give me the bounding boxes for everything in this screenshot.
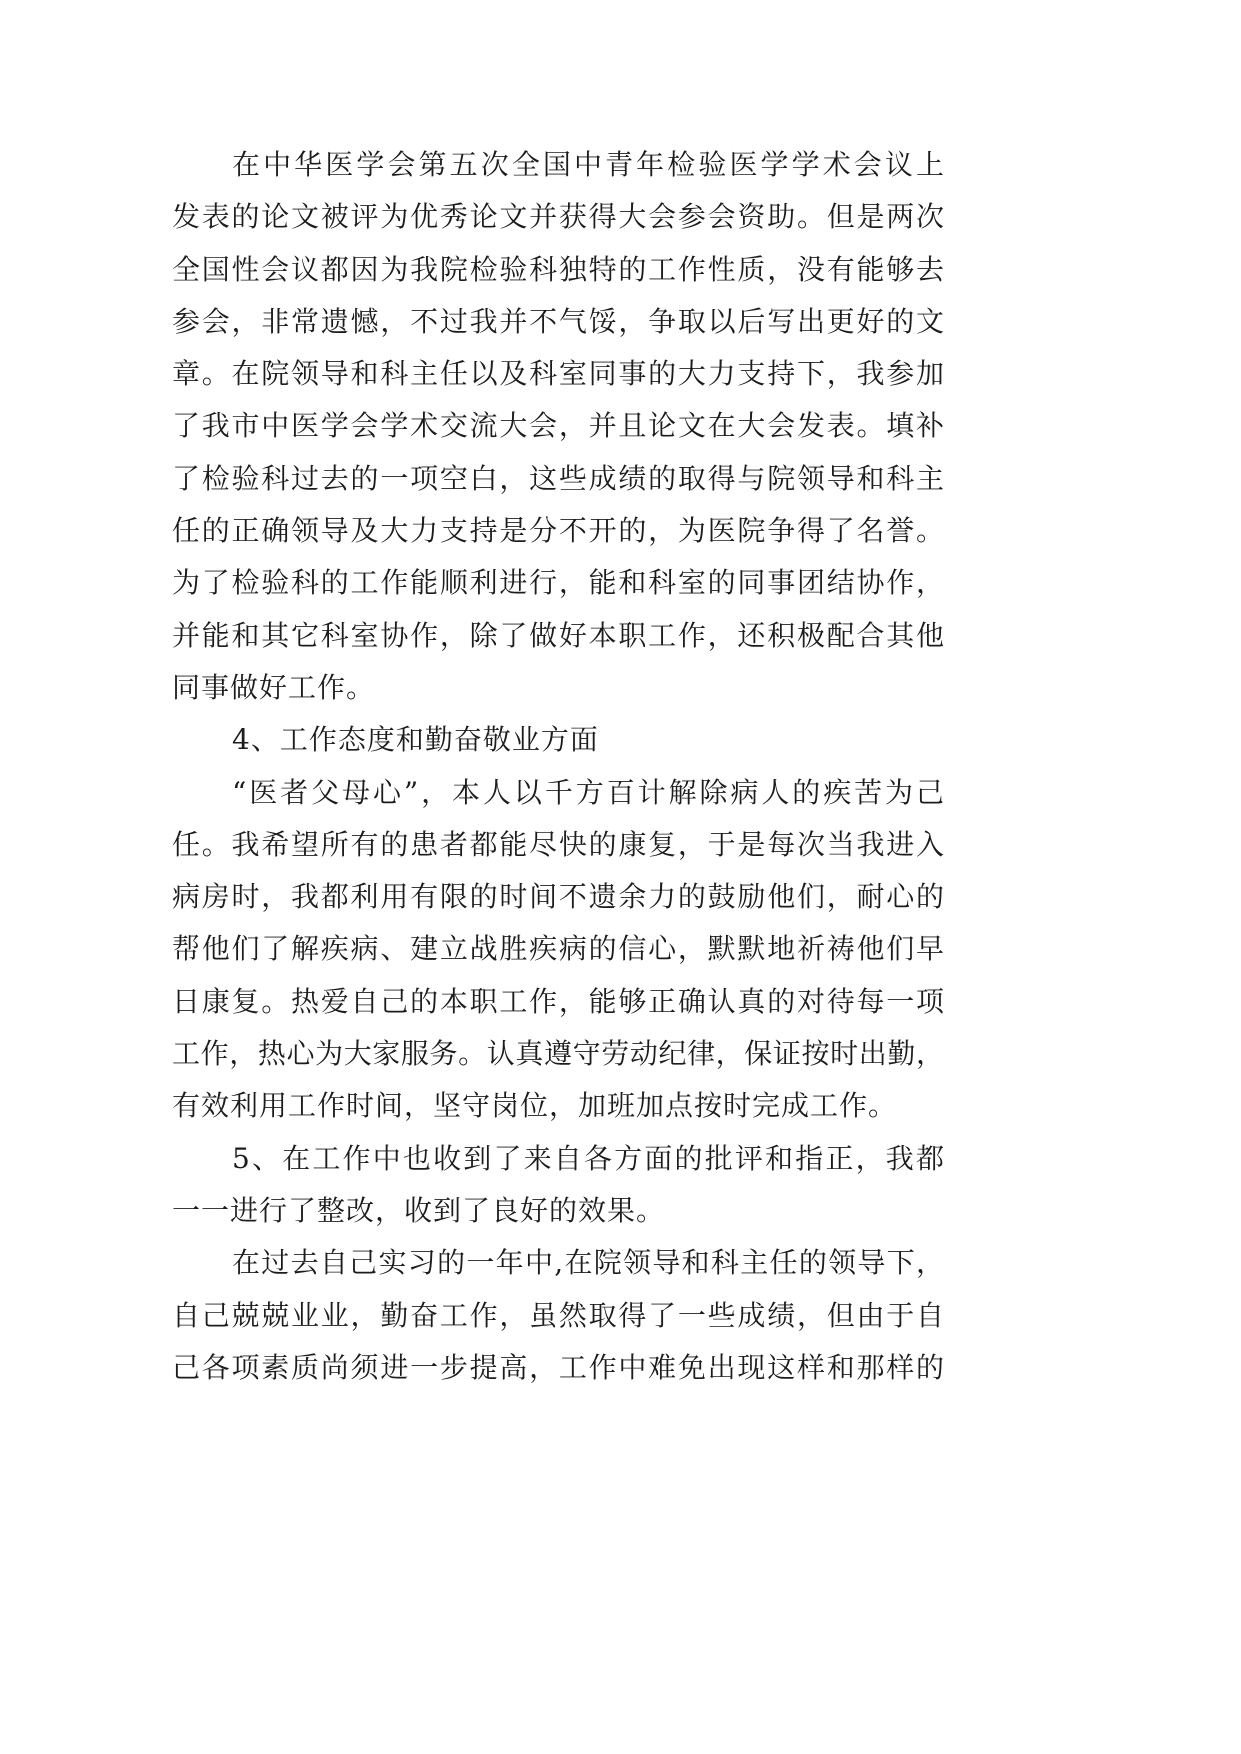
paragraph-line: 了检验科过去的一项空白，这些成绩的取得与院领导和科主 [172,461,944,495]
paragraph-line: 同事做好工作。 [172,670,376,704]
paragraph-line: 日康复。热爱自己的本职工作，能够正确认真的对待每一项 [172,984,944,1018]
section-heading-text: 4、工作态度和勤奋敬业方面 [232,723,599,757]
document-body [172,139,944,1394]
paragraph-line: 发表的论文被评为优秀论文并获得大会参会资助。但是两次 [172,200,944,234]
paragraph-line: 全国性会议都因为我院检验科独特的工作性质，没有能够去 [172,252,944,286]
paragraph-academic-achievements [172,139,944,714]
paragraph-line: 己各项素质尚须进一步提高，工作中难免出现这样和那样的 [172,1350,944,1384]
paragraph-line: 章。在院领导和科主任以及科室同事的大力支持下，我参加 [172,357,944,391]
paragraph-line: 在中华医学会第五次全国中青年检验医学学术会议上 [232,148,944,181]
paragraph-line: 5、在工作中也收到了来自各方面的批评和指正，我都 [232,1141,944,1175]
paragraph-line: 并能和其它科室协作，除了做好本职工作，还积极配合其他 [172,618,944,652]
paragraph-line: 工作，热心为大家服务。认真遵守劳动纪律，保证按时出勤， [172,1037,944,1071]
paragraph-line: 帮他们了解疾病、建立战胜疾病的信心，默默地祈祷他们早 [172,932,944,966]
paragraph-summary [172,1237,944,1394]
paragraph-line: “医者父母心”，本人以千方百计解除病人的疾苦为己 [232,775,944,809]
paragraph-line: 任的正确领导及大力支持是分不开的，为医院争得了名誉。 [172,514,944,548]
paragraph-line: 病房时，我都利用有限的时间不遗余力的鼓励他们，耐心的 [172,880,944,914]
paragraph-line: 一一进行了整改，收到了良好的效果。 [172,1193,666,1227]
paragraph-line: 有效利用工作时间，坚守岗位，加班加点按时完成工作。 [172,1089,898,1123]
paragraph-line: 自己兢兢业业，勤奋工作，虽然取得了一些成绩，但由于自 [172,1298,944,1332]
paragraph-feedback [172,1133,944,1238]
paragraph-line: 在过去自己实习的一年中,在院领导和科主任的领导下， [232,1246,944,1280]
paragraph-line: 参会，非常遗憾，不过我并不气馁，争取以后写出更好的文 [172,304,944,338]
paragraph-line: 了我市中医学会学术交流大会，并且论文在大会发表。填补 [172,409,944,443]
section-heading [172,714,944,766]
paragraph-work-attitude [172,767,944,1133]
paragraph-line: 任。我希望所有的患者都能尽快的康复，于是每次当我进入 [172,827,944,861]
paragraph-line: 为了检验科的工作能顺利进行，能和科室的同事团结协作， [172,566,944,600]
